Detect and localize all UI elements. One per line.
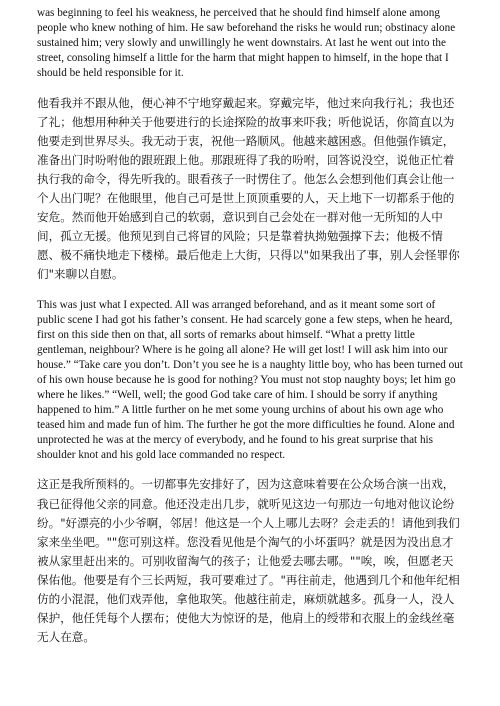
paragraph-chinese-2: 这正是我所预料的。一切都事先安排好了，因为这意味着要在公众场合演一出戏，我已征得他父亲的同意。他还没走出几步，就听见这边一句那边一句地对他议论纷纷。"好漂亮的小少爷啊，邻居！他这是一个人上哪儿去呀？会走丢的！请他到我们家来坐坐吧。""您可别这样。您没看见他是个淘气的小坏蛋吗？就是因为没出息才被从家里赶出来的。可别收留淘气的孩子；让他爱去哪去哪。""唉，唉，但愿老天保佑他。他要是有个三长两短，我可要难过了。"再往前走，他遇到几个和他年纪相仿的小混混，他们戏弄他，拿他取笑。他越往前走，麻烦就越多。孤身一人，没人保护，他任凭每个人摆布；使他大为惊讶的是，他肩上的绶带和衣服上的金线丝毫无人在意。: [37, 477, 460, 645]
paragraph-chinese-1: 他看我并不跟从他，便心神不宁地穿戴起来。穿戴完毕，他过来向我行礼；我也还了礼；他想用种种关于他要进行的长途探险的故事来吓我；听他说话，你简直以为他要走到世界尽头。我无动于衷，祝他一路顺风。他越来越困惑。但他强作镇定，准备出门时吩咐他的跟班跟上他。那跟班得了我的吩咐，回答说没空，说他正忙着执行我的命令，得先听我的。眼看孩子一时愣住了。他怎么会想到他们真会让他一个人出门呢？在他眼里，他自己可是世上顶顶重要的人，天上地下一切都系于他的安危。然而他开始感到自己的软弱，意识到自己会处在一群对他一无所知的人中间，孤立无援。他预见到自己将冒的风险；只是靠着执拗勉强撑下去；他极不情愿、极不痛快地走下楼梯。最后他走上大街，只得以"如果我出了事，别人会怪罪你们"来聊以自慰。: [37, 95, 460, 282]
paragraph-english-1: was beginning to feel his weakness, he perceived that he should find himself alone among people who knew nothing of him. He saw beforehand the risks he would run; obstinacy alone sustained him; very slowly and unwillingly he went downstairs. At last he went out into the street, consoling himself a little for the harm that might happen to himself, in the hope that I should be held responsible for it.: [37, 7, 456, 79]
paragraph-english-2: This was just what I expected. All was arranged beforehand, and as it meant some sort of public scene I had got his father’s consent. He had scarcely gone a few steps, when he heard, first on this side then on that, all sorts of remarks about himself. “What a pretty little gentleman, neighbour? Where is he going all alone? He will get lost! I will ask him into our house.” “Take care you don’t. Don’t you see he is a naughty little boy, who has been turned out of his own house because he is good for nothing? You must not stop naughty boys; let him go where he likes.” “Well, well; the good God take care of him. I should be sorry if anything happened to him.” A little further on he met some young urchins of about his own age who teased him and made fun of him. The further he got the more difficulties he found. Alone and unprotected he was at the mercy of everybody, and he found to his great surprise that his shoulder knot and his gold lace commanded no respect.: [37, 299, 463, 461]
